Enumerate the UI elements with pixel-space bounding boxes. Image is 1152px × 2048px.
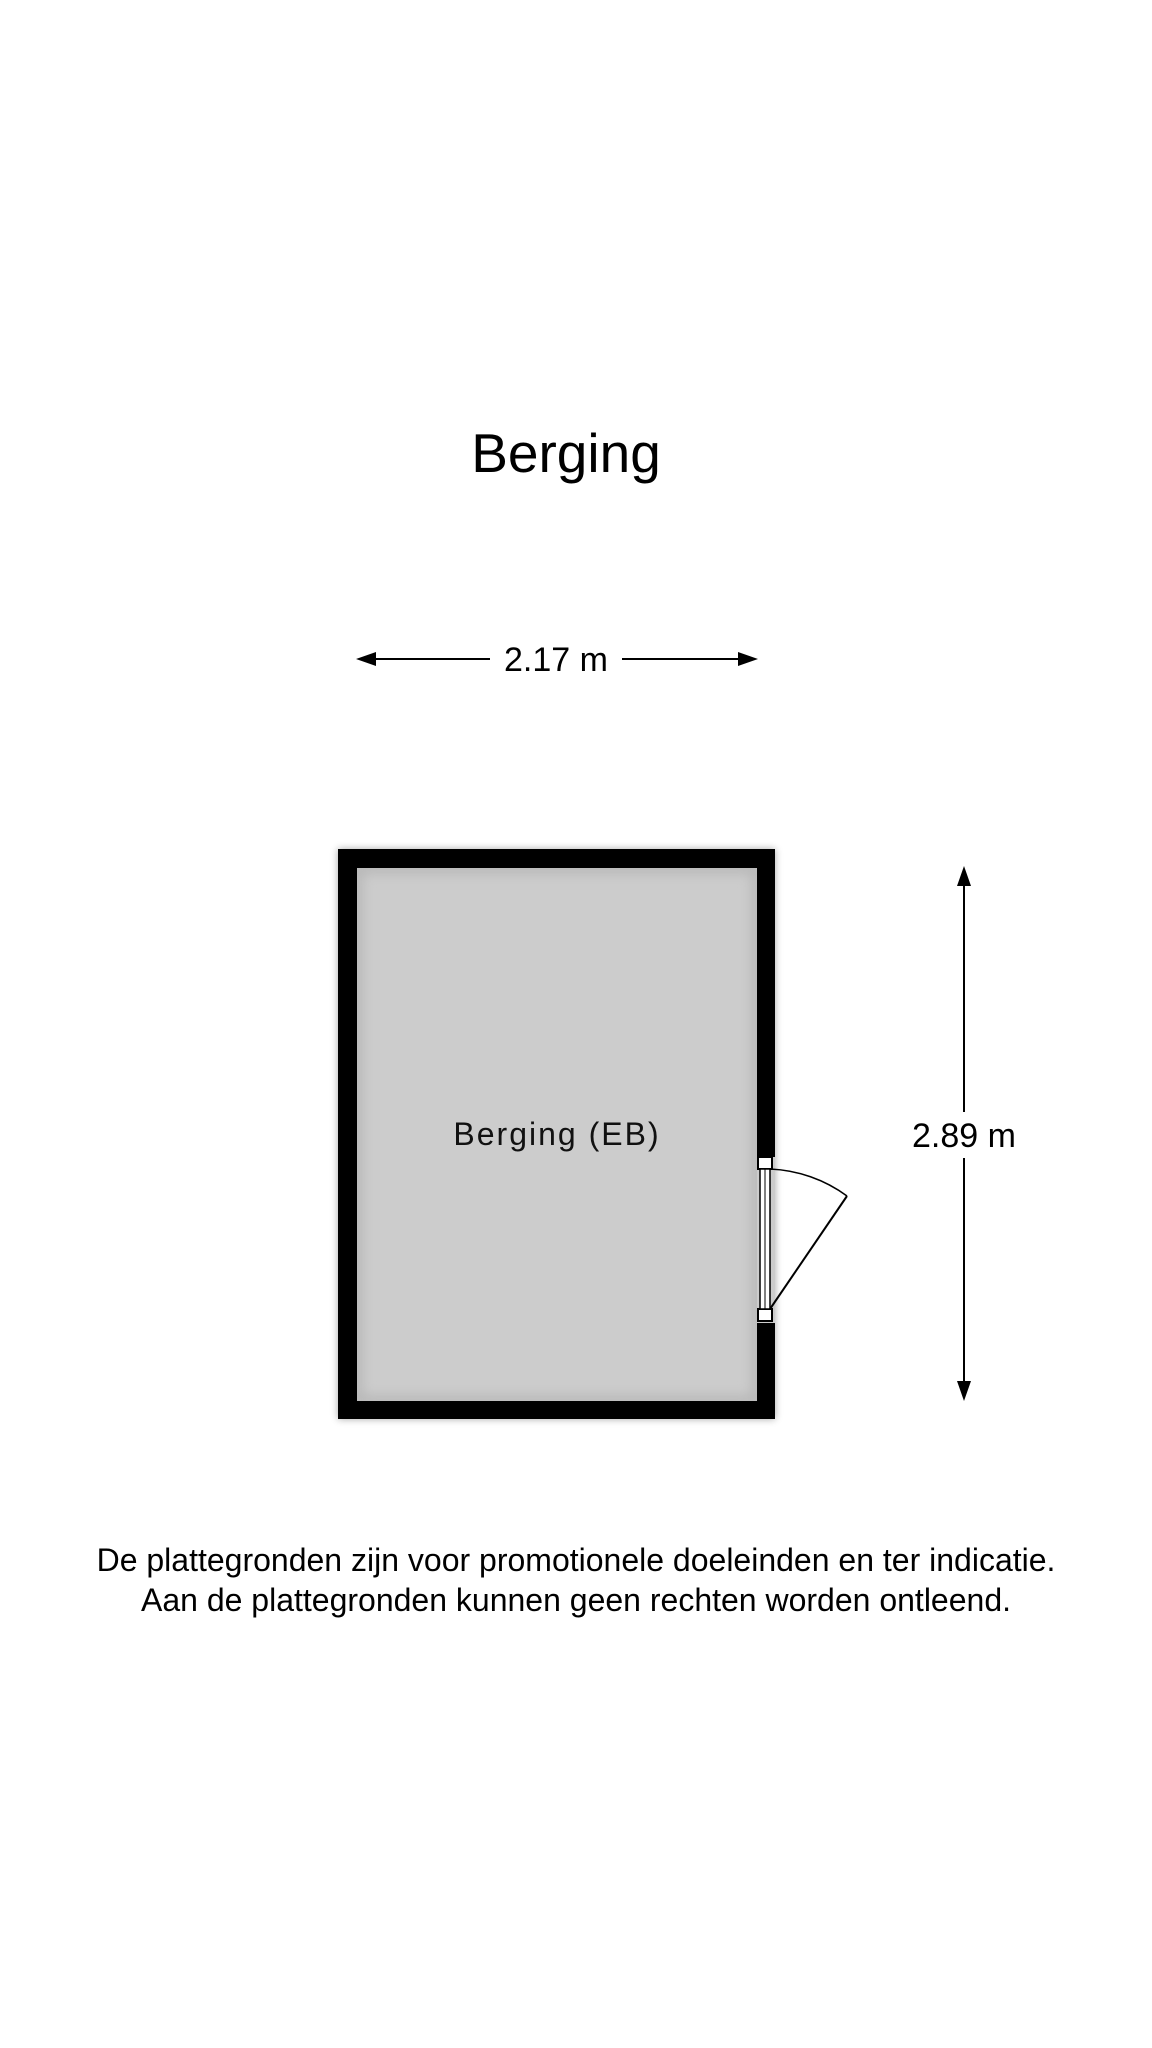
room-berging [338, 849, 775, 1419]
disclaimer-line-1: De plattegronden zijn voor promotionele doeleinden en ter indicatie. [96, 1542, 1056, 1578]
arrow-up-icon [957, 866, 971, 886]
height-dimension-label: 2.89 m [912, 1117, 1016, 1155]
door-leaf [770, 1196, 847, 1309]
door-jamb-top [758, 1157, 772, 1169]
door-swing-arc [770, 1169, 847, 1196]
height-dimension [912, 866, 1016, 1401]
width-dimension-label: 2.17 m [504, 641, 608, 679]
page-title: Berging [471, 422, 661, 484]
disclaimer [0, 1540, 1152, 1620]
door-jamb-bottom [758, 1309, 772, 1321]
arrow-down-icon [957, 1381, 971, 1401]
width-dimension [356, 641, 758, 679]
door [757, 1157, 847, 1323]
arrow-left-icon [356, 652, 376, 666]
disclaimer-line-2: Aan de plattegronden kunnen geen rechten worden ontleend. [140, 1582, 1011, 1618]
arrow-right-icon [738, 652, 758, 666]
room-label: Berging (EB) [453, 1116, 661, 1152]
